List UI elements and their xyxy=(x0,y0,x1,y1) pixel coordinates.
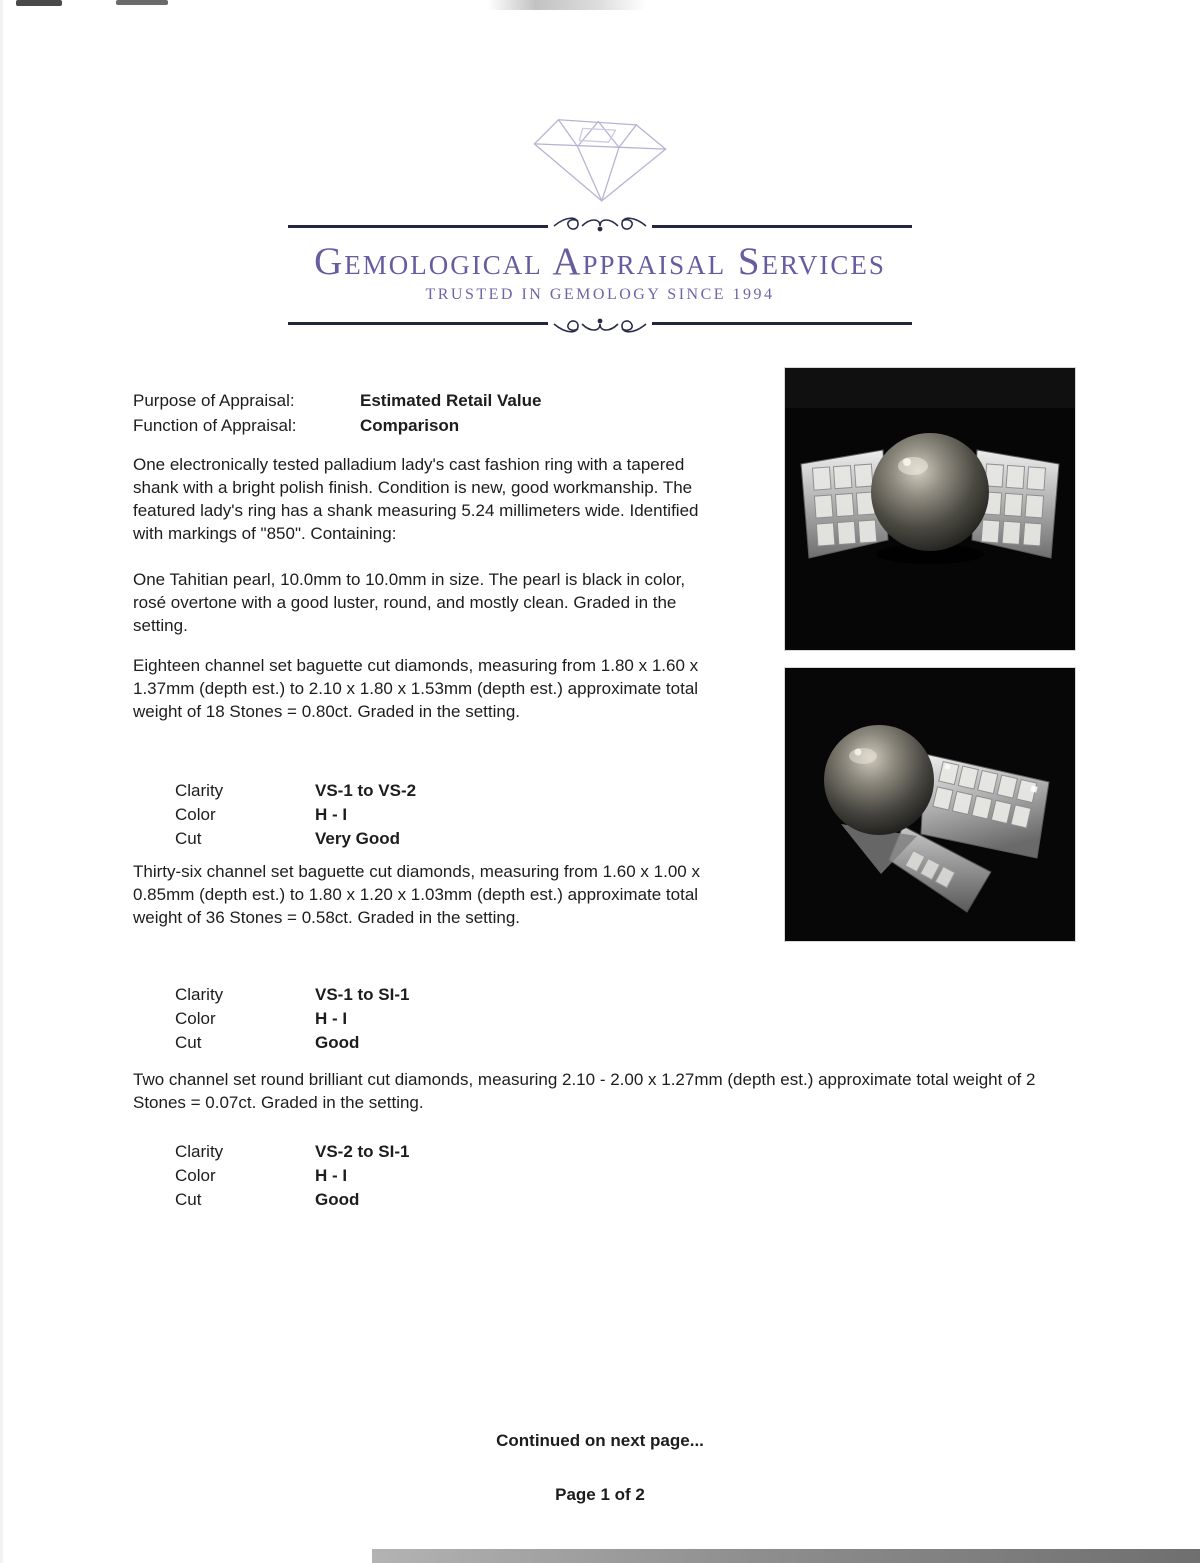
paragraph-baguette-36-description: Thirty-six channel set baguette cut diamonds, measuring from 1.60 x 1.00 x 0.85mm (depth est.) to 1.80 x 1.20 x 1.03mm (depth est.) approximate total weight of 36 Stones = 0.58ct. Graded in the setting. xyxy=(133,862,700,927)
field-function xyxy=(133,413,541,438)
grade-value: VS-1 to SI-1 xyxy=(315,985,410,1004)
grade-value: Good xyxy=(315,1190,360,1209)
letterhead-rule-bottom xyxy=(288,312,912,336)
grade-row-clarity xyxy=(175,983,409,1007)
grade-row-color xyxy=(175,1007,409,1031)
grade-row-cut xyxy=(175,1188,409,1212)
grade-row-clarity xyxy=(175,1140,409,1164)
grade-table-2 xyxy=(175,983,409,1055)
field-value: Comparison xyxy=(360,416,460,435)
paragraph-baguette-18-description: Eighteen channel set baguette cut diamonds, measuring from 1.80 x 1.60 x 1.37mm (depth est.) to 2.10 x 1.80 x 1.53mm (depth est.) approximate total weight of 18 Stones = 0.80ct. Graded in the setting. xyxy=(133,656,699,721)
scan-artifact-mark xyxy=(116,0,168,5)
company-name: Gemological Appraisal Services xyxy=(314,240,886,283)
ring-side-view-image xyxy=(785,668,1075,941)
scan-artifact-strip xyxy=(372,1549,1200,1563)
paragraph-ring-description: One electronically tested palladium lady's cast fashion ring with a tapered shank with a bright polish finish. Condition is new, good workmanship. The featured lady's ring has a shank measuring 5.24 millimeters wide. Identified with markings of "850". Containing: xyxy=(133,455,699,543)
grade-value: VS-2 to SI-1 xyxy=(315,1142,410,1161)
grade-label: Clarity xyxy=(175,781,224,800)
appraisal-header-fields xyxy=(133,388,541,438)
grade-label: Color xyxy=(175,1009,216,1028)
grade-value: H - I xyxy=(315,1009,348,1028)
paragraph-round-brilliant-description: Two channel set round brilliant cut diamonds, measuring 2.10 - 2.00 x 1.27mm (depth est.) approximate total weight of 2 Stones = 0.07ct. Graded in the setting. xyxy=(133,1070,1036,1112)
grade-row-color xyxy=(175,1164,409,1188)
grade-label: Cut xyxy=(175,1190,202,1209)
grade-row-clarity xyxy=(175,779,416,803)
rule-line xyxy=(288,322,548,325)
grade-row-cut xyxy=(175,827,416,851)
grade-value: VS-1 to VS-2 xyxy=(315,781,417,800)
grade-table-3 xyxy=(175,1140,409,1212)
grade-label: Color xyxy=(175,805,216,824)
ring-photo-top-view xyxy=(785,368,1075,650)
ring-photo-side-view xyxy=(785,668,1075,941)
field-purpose xyxy=(133,388,541,413)
flourish-ornament-icon xyxy=(552,214,648,238)
rule-line xyxy=(652,225,912,228)
scan-artifact-mark xyxy=(16,0,62,6)
grade-label: Cut xyxy=(175,829,202,848)
scan-artifact-smudge xyxy=(488,0,646,10)
grade-value: Good xyxy=(315,1033,360,1052)
grade-label: Color xyxy=(175,1166,216,1185)
letterhead xyxy=(0,104,1200,336)
grade-label: Clarity xyxy=(175,1142,224,1161)
continued-notice: Continued on next page... xyxy=(496,1431,704,1450)
letterhead-rule-top xyxy=(288,214,912,238)
grade-label: Clarity xyxy=(175,985,224,1004)
ring-top-view-image xyxy=(785,368,1075,650)
grade-value: H - I xyxy=(315,1166,348,1185)
field-value: Estimated Retail Value xyxy=(360,391,542,410)
flourish-ornament-icon xyxy=(552,312,648,336)
grade-label: Cut xyxy=(175,1033,202,1052)
grade-table-1 xyxy=(175,779,416,851)
grade-row-cut xyxy=(175,1031,409,1055)
field-label: Purpose of Appraisal: xyxy=(133,391,295,410)
field-label: Function of Appraisal: xyxy=(133,416,297,435)
grade-value: H - I xyxy=(315,805,348,824)
page-number: Page 1 of 2 xyxy=(555,1485,645,1504)
grade-row-color xyxy=(175,803,416,827)
diamond-logo-icon xyxy=(505,104,695,208)
paragraph-pearl-description: One Tahitian pearl, 10.0mm to 10.0mm in size. The pearl is black in color, rosé overtone with a good luster, round, and mostly clean. Graded in the setting. xyxy=(133,570,686,635)
grade-value: Very Good xyxy=(315,829,401,848)
rule-line xyxy=(288,225,548,228)
rule-line xyxy=(652,322,912,325)
company-tagline: TRUSTED IN GEMOLOGY SINCE 1994 xyxy=(425,285,775,303)
